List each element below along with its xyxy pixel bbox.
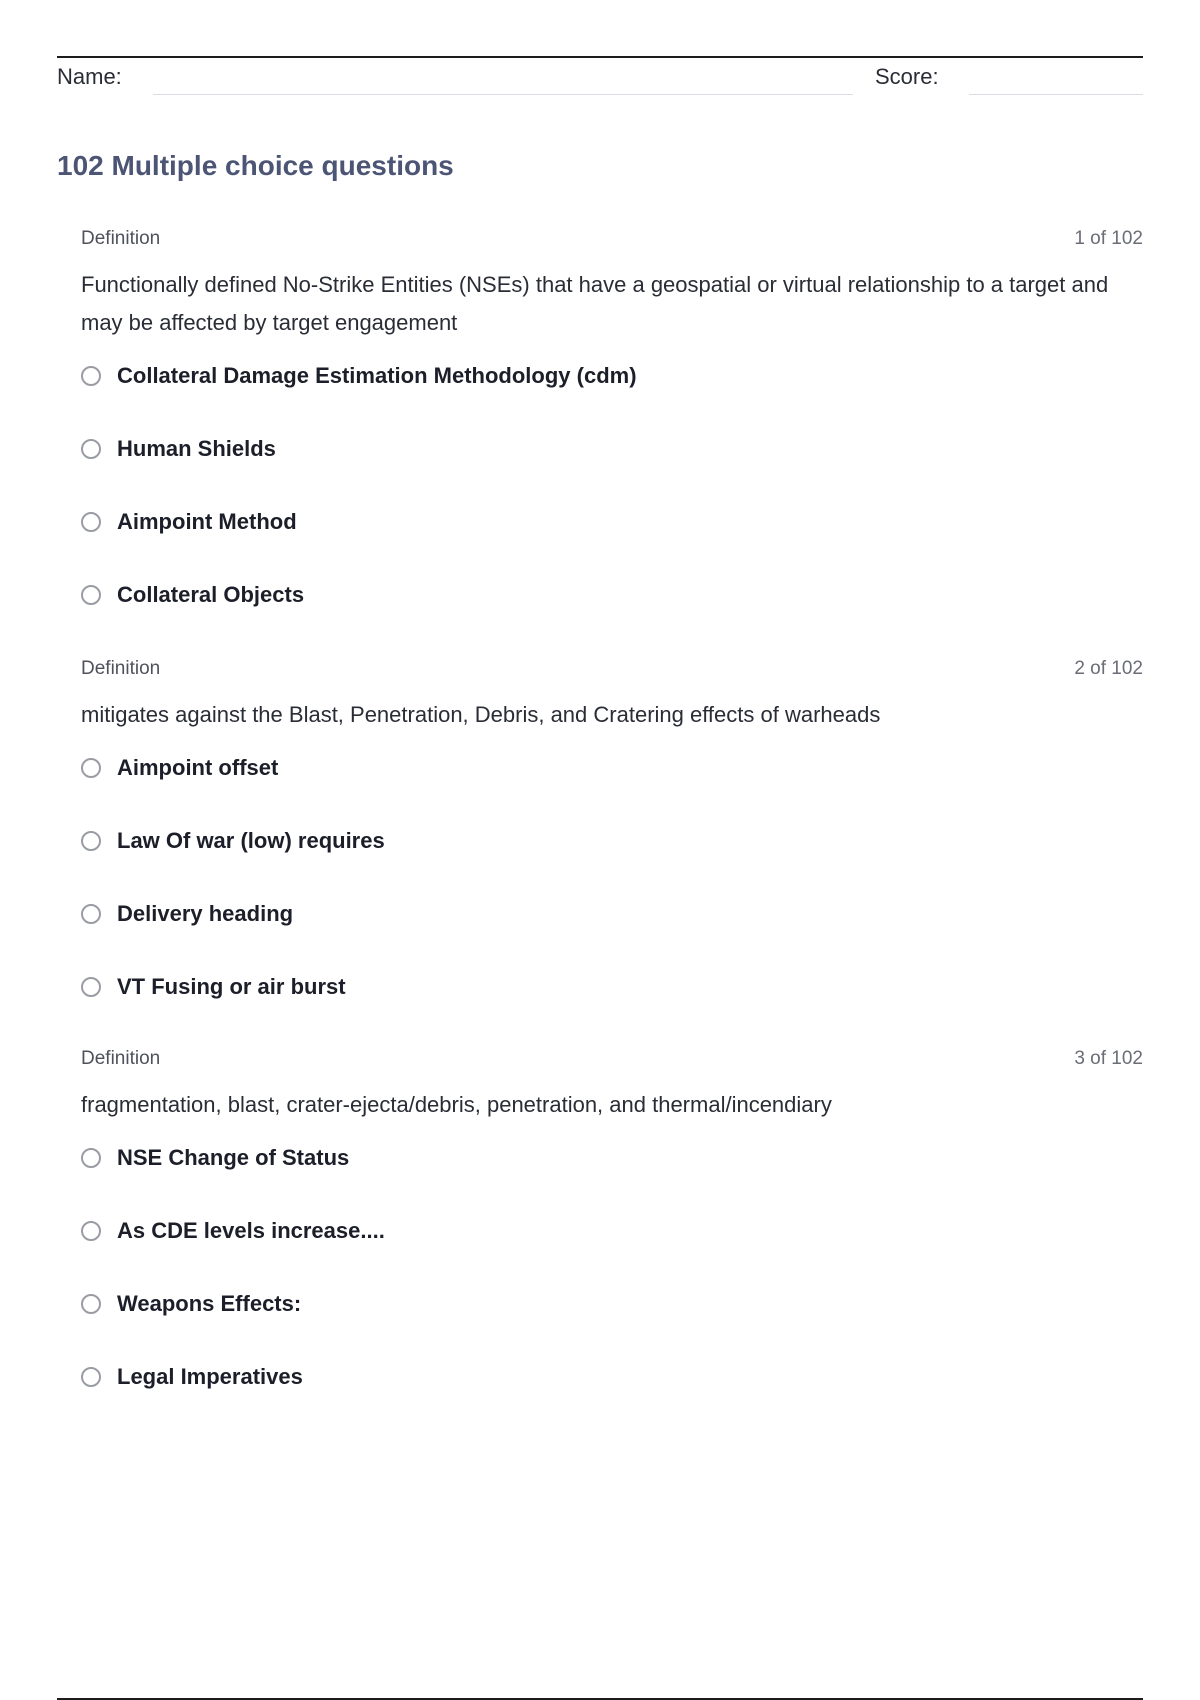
name-field-line[interactable] — [153, 94, 853, 95]
answer-option[interactable] — [81, 754, 1143, 827]
top-rule — [57, 56, 1143, 58]
score-field-line[interactable] — [969, 94, 1143, 95]
radio-button[interactable] — [81, 366, 101, 386]
radio-button[interactable] — [81, 977, 101, 997]
answer-option-label: Collateral Damage Estimation Methodology (cdm) — [117, 363, 637, 388]
answer-option[interactable] — [81, 435, 1143, 508]
answer-option-label: Law Of war (low) requires — [117, 828, 385, 853]
answer-option[interactable] — [81, 1217, 1143, 1290]
answer-option-label: Aimpoint Method — [117, 509, 297, 534]
question-counter: 3 of 102 — [1074, 1048, 1143, 1069]
answer-option-label: NSE Change of Status — [117, 1145, 350, 1170]
header-row — [57, 62, 1143, 98]
score-label: Score: — [875, 64, 939, 89]
radio-button[interactable] — [81, 831, 101, 851]
question-meta — [81, 228, 1143, 254]
radio-button[interactable] — [81, 1148, 101, 1168]
question-type-label: Definition — [81, 1048, 161, 1069]
radio-button[interactable] — [81, 585, 101, 605]
radio-button[interactable] — [81, 1294, 101, 1314]
question-counter: 1 of 102 — [1074, 228, 1143, 249]
answer-option-label: Delivery heading — [117, 901, 294, 926]
answer-option-label: Collateral Objects — [117, 582, 305, 607]
question-text: Functionally defined No-Strike Entities (NSEs) that have a geospatial or virtual relationship to a target and may be affected by target engagement — [81, 272, 1109, 335]
answer-option-label: Human Shields — [117, 436, 276, 461]
radio-button[interactable] — [81, 1221, 101, 1241]
answer-option-label: VT Fusing or air burst — [117, 974, 346, 999]
answer-options — [81, 754, 1143, 1046]
answer-option-label: Aimpoint offset — [117, 755, 279, 780]
question-meta — [81, 1048, 1143, 1074]
question-text: fragmentation, blast, crater-ejecta/debris, penetration, and thermal/incendiary — [81, 1092, 832, 1117]
answer-option[interactable] — [81, 1363, 1143, 1436]
radio-button[interactable] — [81, 1367, 101, 1387]
question-meta — [81, 658, 1143, 684]
answer-option[interactable] — [81, 900, 1143, 973]
radio-button[interactable] — [81, 904, 101, 924]
answer-option[interactable] — [81, 362, 1143, 435]
answer-option[interactable] — [81, 973, 1143, 1046]
answer-options — [81, 362, 1143, 654]
question-2 — [81, 658, 1143, 1046]
answer-option-label: Legal Imperatives — [117, 1364, 303, 1389]
answer-option[interactable] — [81, 581, 1143, 654]
answer-option[interactable] — [81, 1290, 1143, 1363]
answer-option[interactable] — [81, 827, 1143, 900]
section-title: 102 Multiple choice questions — [57, 150, 454, 181]
question-type-label: Definition — [81, 658, 161, 679]
question-text: mitigates against the Blast, Penetration, Debris, and Cratering effects of warheads — [81, 702, 881, 727]
answer-option-label: As CDE levels increase.... — [117, 1218, 385, 1243]
question-1 — [81, 228, 1143, 654]
radio-button[interactable] — [81, 439, 101, 459]
answer-option-label: Weapons Effects: — [117, 1291, 302, 1316]
question-3 — [81, 1048, 1143, 1436]
answer-options — [81, 1144, 1143, 1436]
answer-option[interactable] — [81, 508, 1143, 581]
question-type-label: Definition — [81, 228, 161, 249]
radio-button[interactable] — [81, 512, 101, 532]
question-counter: 2 of 102 — [1074, 658, 1143, 679]
name-label: Name: — [57, 64, 122, 89]
answer-option[interactable] — [81, 1144, 1143, 1217]
radio-button[interactable] — [81, 758, 101, 778]
